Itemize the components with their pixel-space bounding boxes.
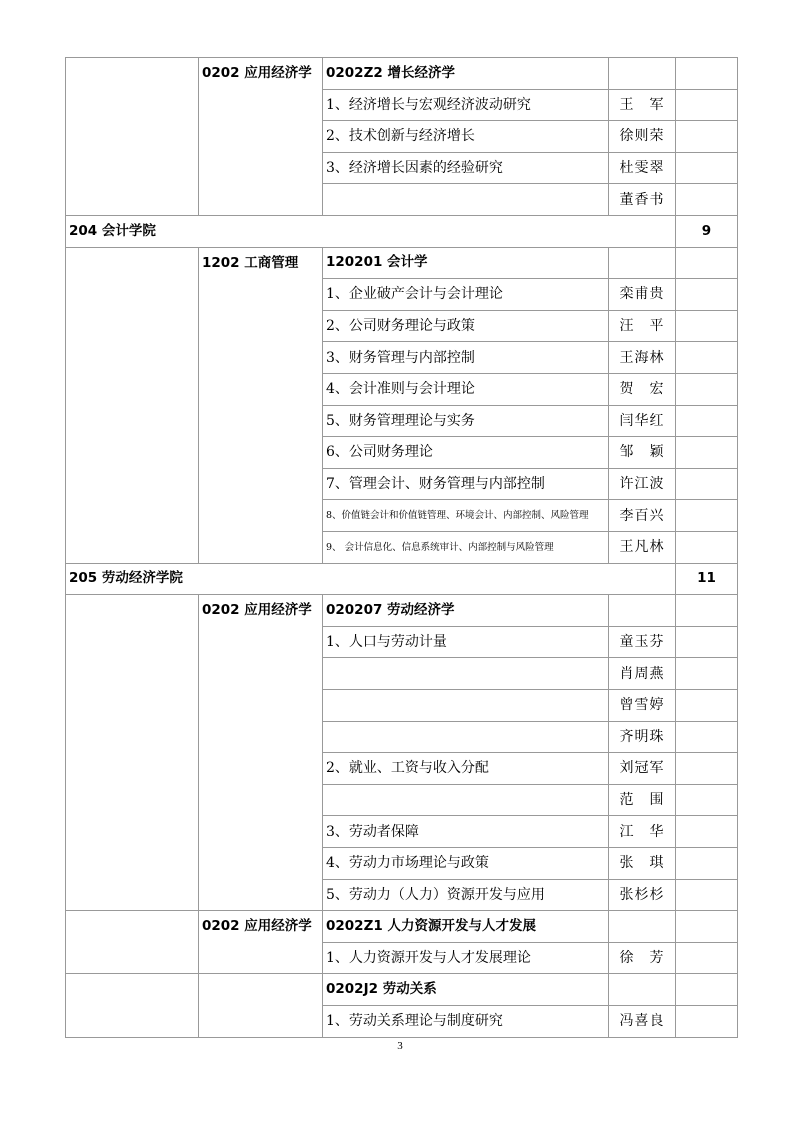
table-row — [65, 973, 738, 1005]
major-cell: 0202 应用经济学 — [198, 594, 322, 910]
direction-header: 020207 劳动经济学 — [322, 594, 608, 626]
count-cell — [675, 784, 738, 816]
research-direction: 4、劳动力市场理论与政策 — [322, 847, 608, 879]
count-cell — [675, 847, 738, 879]
table-row — [65, 910, 738, 942]
advisor-name: 徐 芳 — [608, 942, 675, 974]
research-direction: 1、劳动关系理论与制度研究 — [322, 1005, 608, 1037]
research-direction: 5、财务管理理论与实务 — [322, 405, 608, 437]
table-row — [65, 278, 738, 310]
count-cell — [675, 1005, 738, 1037]
advisor-name: 江 华 — [608, 815, 675, 847]
advisor-name: 童玉芬 — [608, 626, 675, 658]
research-direction: 2、公司财务理论与政策 — [322, 310, 608, 342]
table-row — [65, 405, 738, 437]
count-cell — [675, 468, 738, 500]
advisor-name — [608, 910, 675, 942]
advisor-name: 张 琪 — [608, 847, 675, 879]
college-count: 9 — [675, 215, 738, 247]
advisor-name: 栾甫贵 — [608, 278, 675, 310]
count-cell — [675, 499, 738, 531]
direction-header: 0202Z2 增长经济学 — [322, 57, 608, 89]
advisor-name: 王 军 — [608, 89, 675, 121]
table-row — [65, 1005, 738, 1037]
count-cell — [675, 910, 738, 942]
count-cell — [675, 721, 738, 753]
college-row — [65, 215, 738, 247]
advisor-name: 齐明珠 — [608, 721, 675, 753]
table-row — [65, 57, 738, 89]
count-cell — [675, 89, 738, 121]
advisor-name — [608, 594, 675, 626]
count-cell — [675, 689, 738, 721]
count-cell — [675, 373, 738, 405]
college-count: 11 — [675, 563, 738, 595]
advisor-name: 曾雪婷 — [608, 689, 675, 721]
table-row — [65, 247, 738, 279]
count-cell — [675, 152, 738, 184]
count-cell — [675, 752, 738, 784]
advisor-name: 徐则荣 — [608, 120, 675, 152]
advisor-name: 肖周燕 — [608, 657, 675, 689]
table-row — [65, 815, 738, 847]
table-row — [65, 499, 738, 531]
college-name: 204 会计学院 — [65, 215, 675, 247]
research-direction — [322, 657, 608, 689]
advisor-name: 刘冠军 — [608, 752, 675, 784]
advisor-name: 闫华红 — [608, 405, 675, 437]
table-row — [65, 468, 738, 500]
count-cell — [675, 973, 738, 1005]
research-direction: 3、经济增长因素的经验研究 — [322, 152, 608, 184]
table-row — [65, 879, 738, 911]
advisor-name: 许江波 — [608, 468, 675, 500]
advisor-name: 杜雯翠 — [608, 152, 675, 184]
count-cell — [675, 879, 738, 911]
research-direction: 6、公司财务理论 — [322, 436, 608, 468]
major-cell: 0202 应用经济学 — [198, 57, 322, 215]
research-direction: 4、会计准则与会计理论 — [322, 373, 608, 405]
count-cell — [675, 942, 738, 974]
advisor-name: 王凡林 — [608, 531, 675, 563]
count-cell — [675, 436, 738, 468]
major-cell: 1202 工商管理 — [198, 247, 322, 563]
advisor-name — [608, 57, 675, 89]
count-cell — [675, 183, 738, 215]
advisor-name: 冯喜良 — [608, 1005, 675, 1037]
table-row — [65, 626, 738, 658]
table-row — [65, 531, 738, 563]
direction-header: 0202Z1 人力资源开发与人才发展 — [322, 910, 608, 942]
advisor-name: 王海林 — [608, 341, 675, 373]
research-direction — [322, 183, 608, 215]
table-bottom-border — [65, 1037, 738, 1038]
research-direction — [322, 689, 608, 721]
research-direction: 2、就业、工资与收入分配 — [322, 752, 608, 784]
advisor-name: 张杉杉 — [608, 879, 675, 911]
count-cell — [675, 310, 738, 342]
advisor-name: 贺 宏 — [608, 373, 675, 405]
table-row — [65, 721, 738, 753]
advisor-name: 邹 颖 — [608, 436, 675, 468]
advisor-name: 李百兴 — [608, 499, 675, 531]
count-cell — [675, 278, 738, 310]
table-row — [65, 784, 738, 816]
research-direction: 1、人力资源开发与人才发展理论 — [322, 942, 608, 974]
direction-header: 120201 会计学 — [322, 247, 608, 279]
count-cell — [675, 341, 738, 373]
table-row — [65, 689, 738, 721]
research-direction: 1、经济增长与宏观经济波动研究 — [322, 89, 608, 121]
advisor-name: 董香书 — [608, 183, 675, 215]
table-row — [65, 657, 738, 689]
research-direction: 9、 会计信息化、信息系统审计、内部控制与风险管理 — [322, 531, 608, 563]
count-cell — [675, 405, 738, 437]
count-cell — [675, 657, 738, 689]
table-row — [65, 752, 738, 784]
table-row — [65, 152, 738, 184]
table-row — [65, 89, 738, 121]
research-direction — [322, 721, 608, 753]
research-direction: 2、技术创新与经济增长 — [322, 120, 608, 152]
table-row — [65, 183, 738, 215]
table-row — [65, 942, 738, 974]
major-cell: 0202 应用经济学 — [198, 910, 322, 973]
count-cell — [675, 594, 738, 626]
advisor-name: 汪 平 — [608, 310, 675, 342]
research-direction: 7、管理会计、财务管理与内部控制 — [322, 468, 608, 500]
college-row — [65, 563, 738, 595]
college-name: 205 劳动经济学院 — [65, 563, 675, 595]
table-row — [65, 341, 738, 373]
direction-header: 0202J2 劳动关系 — [322, 973, 608, 1005]
table-row — [65, 310, 738, 342]
research-direction: 3、财务管理与内部控制 — [322, 341, 608, 373]
table-row — [65, 847, 738, 879]
research-direction: 5、劳动力（人力）资源开发与应用 — [322, 879, 608, 911]
table-row — [65, 594, 738, 626]
page-number: 3 — [397, 1040, 403, 1052]
table-row — [65, 120, 738, 152]
research-direction — [322, 784, 608, 816]
count-cell — [675, 626, 738, 658]
research-direction: 8、价值链会计和价值链管理、环境会计、内部控制、风险管理 — [322, 499, 608, 531]
table-row — [65, 373, 738, 405]
count-cell — [675, 120, 738, 152]
count-cell — [675, 57, 738, 89]
research-direction: 1、企业破产会计与会计理论 — [322, 278, 608, 310]
advisor-name — [608, 973, 675, 1005]
count-cell — [675, 815, 738, 847]
advisor-name: 范 围 — [608, 784, 675, 816]
research-direction: 3、劳动者保障 — [322, 815, 608, 847]
research-direction: 1、人口与劳动计量 — [322, 626, 608, 658]
count-cell — [675, 247, 738, 279]
advisor-name — [608, 247, 675, 279]
table-row — [65, 436, 738, 468]
count-cell — [675, 531, 738, 563]
